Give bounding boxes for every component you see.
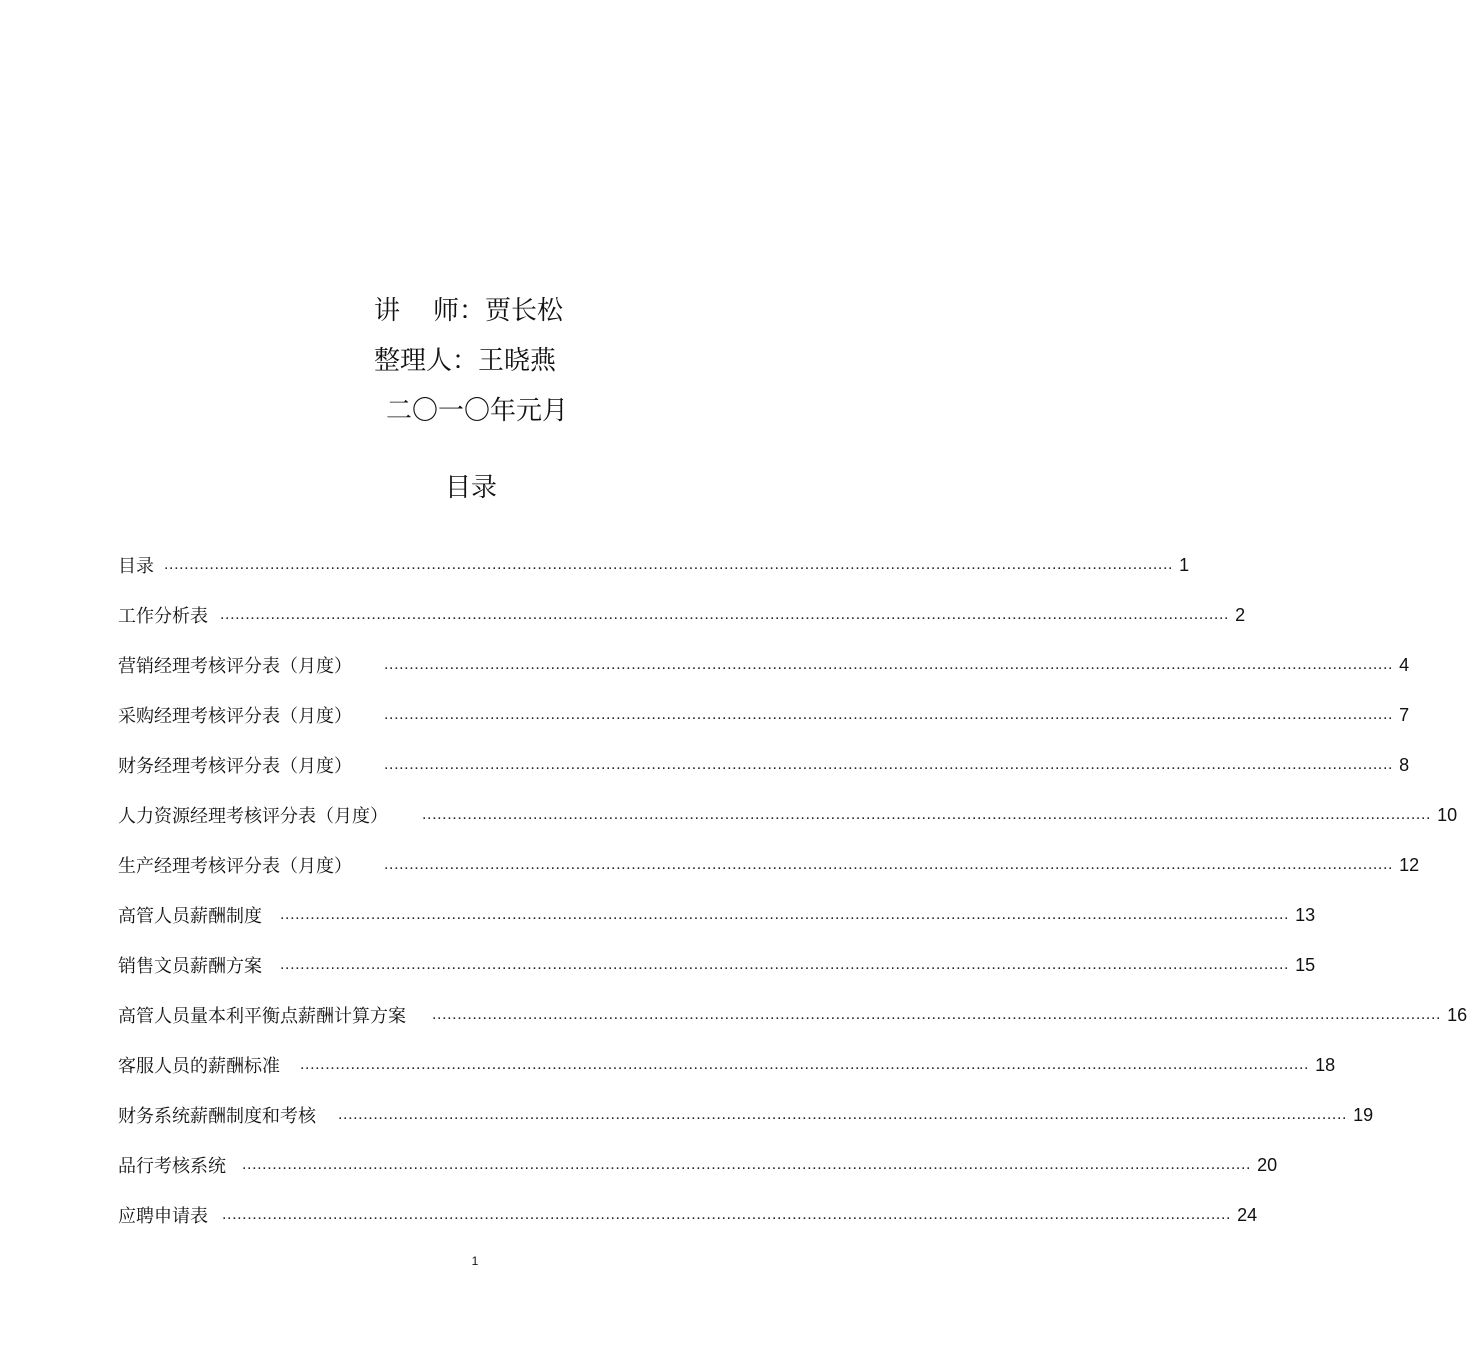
toc-entry-label: 工作分析表 [118,606,208,627]
toc-entry[interactable] [118,1200,1258,1230]
date-line: 二〇一〇年元月 [386,396,569,426]
toc-entry-label: 营销经理考核评分表（月度） [118,656,352,677]
toc-leader-dots: ........................................................................................................................................................................................................ [164,556,1174,573]
toc-entry-label: 采购经理考核评分表（月度） [118,706,352,727]
toc-entry[interactable] [118,900,1316,930]
toc-entry-page: 1 [1179,554,1190,575]
toc-entry-label: 人力资源经理考核评分表（月度） [118,806,388,827]
toc-entry-label: 应聘申请表 [118,1206,208,1227]
toc-entry-label: 财务系统薪酬制度和考核 [118,1106,316,1127]
toc-entry-page: 15 [1295,954,1316,975]
toc-leader-dots: ........................................................................................................................................................................................................ [384,856,1394,873]
page-number: 1 [471,1254,479,1268]
toc-entry-page: 7 [1399,704,1410,725]
toc-entry[interactable] [118,700,1410,730]
toc-entry[interactable] [118,650,1410,680]
toc-entry-page: 4 [1399,654,1410,675]
toc-entry[interactable] [118,1150,1278,1180]
toc-entry-page: 20 [1257,1154,1278,1175]
toc-entry[interactable] [118,750,1410,780]
toc-leader-dots: ........................................................................................................................................................................................................ [242,1156,1252,1173]
toc-entry-page: 24 [1237,1204,1258,1225]
toc-leader-dots: ........................................................................................................................................................................................................ [384,656,1394,673]
toc-entry-page: 2 [1235,604,1246,625]
toc-leader-dots: ........................................................................................................................................................................................................ [422,806,1432,823]
toc-entry-page: 12 [1399,854,1420,875]
toc-leader-dots: ........................................................................................................................................................................................................ [432,1006,1442,1023]
toc-entry-page: 10 [1437,804,1458,825]
toc-entry-page: 19 [1353,1104,1374,1125]
toc-entry-label: 客服人员的薪酬标准 [118,1056,280,1077]
toc-title: 目录 [445,473,498,503]
toc-entry-page: 13 [1295,904,1316,925]
toc-leader-dots: ........................................................................................................................................................................................................ [384,756,1394,773]
toc-entry-label: 高管人员薪酬制度 [118,906,262,927]
toc-entry-page: 16 [1447,1004,1467,1025]
toc-entry-page: 18 [1315,1054,1336,1075]
toc-leader-dots: ........................................................................................................................................................................................................ [384,706,1394,723]
toc-leader-dots: ........................................................................................................................................................................................................ [300,1056,1310,1073]
toc-entry-label: 目录 [118,556,154,577]
toc-leader-dots: ........................................................................................................................................................................................................ [280,906,1290,923]
toc-entry-label: 高管人员量本利平衡点薪酬计算方案 [118,1006,406,1027]
toc-entry[interactable] [118,950,1316,980]
toc-entry[interactable] [118,600,1246,630]
toc-entry-label: 品行考核系统 [118,1156,226,1177]
toc-entry-label: 生产经理考核评分表（月度） [118,856,352,877]
toc-entry[interactable] [118,1050,1336,1080]
toc-entry[interactable] [118,800,1458,830]
toc-entry[interactable] [118,550,1190,580]
toc-leader-dots: ........................................................................................................................................................................................................ [338,1106,1348,1123]
toc-leader-dots: ........................................................................................................................................................................................................ [280,956,1290,973]
lecturer-line: 讲 师：贾长松 [374,296,564,326]
toc-entry-label: 销售文员薪酬方案 [118,956,262,977]
toc-leader-dots: ........................................................................................................................................................................................................ [222,1206,1232,1223]
toc-entry[interactable] [118,850,1420,880]
toc-entry-label: 财务经理考核评分表（月度） [118,756,352,777]
organizer-line: 整理人：王晓燕 [374,346,557,376]
toc-entry[interactable] [118,1100,1374,1130]
toc-entry-page: 8 [1399,754,1410,775]
toc-leader-dots: ........................................................................................................................................................................................................ [220,606,1230,623]
toc-entry[interactable] [118,1000,1467,1030]
